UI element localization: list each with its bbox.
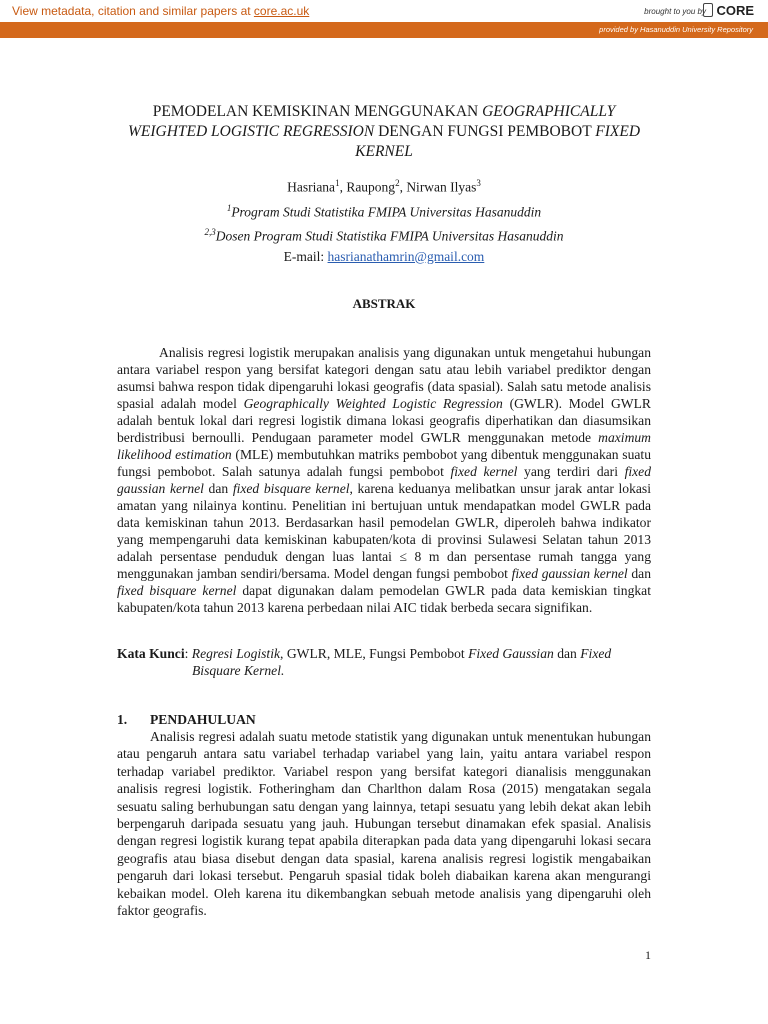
keywords: Kata Kunci: Regresi Logistik, GWLR, MLE, Fungsi Pembobot Fixed Gaussian dan Fixed Bisquare Kernel. — [117, 646, 612, 678]
introduction-body: Analisis regresi adalah suatu metode statistik yang digunakan untuk menentukan hubungan atau pengaruh antara satu variabel terhadap variabel yang lain, yaitu antara variabel respon terhadap variabel prediktor. Variabel respon yang bersifat kategori dianalisis menggunakan analisis regresi logistik. Fotheringham dan Charlthon dalam Rosa (2015) mengatakan segala sesuatu saling berhubungan satu dengan yang lainnya, tetapi sesuatu yang lebih dekat akan lebih berpengaruh daripada sesuatu yang jauh. Hubungan tersebut dinamakan efek spasial. Analisis dengan regresi logistik kurang tepat apabila diterapkan pada data yang dipengaruhi lokasi secara geografis atau biasa disebut dengan data spasial, karena analisis regresi logistik mengabaikan pengaruh dari lokasi tersebut. Pengaruh spasial tidak boleh diabaikan karena akan mengurangi kebaikan model. Oleh karena itu dikembangkan sebuah metode analisis yang dipengaruhi oleh faktor geografis. — [117, 729, 651, 919]
core-logo[interactable]: CORE — [703, 3, 754, 18]
core-logo-icon — [703, 3, 713, 17]
section-heading-pendahuluan: 1. PENDAHULUAN — [117, 712, 256, 727]
core-header — [0, 0, 768, 22]
email-link[interactable]: hasrianathamrin@gmail.com — [327, 248, 485, 264]
author-block — [117, 173, 651, 267]
core-provided-bar — [0, 22, 768, 38]
core-link[interactable]: core.ac.uk — [253, 4, 310, 18]
abstract-body: Analisis regresi logistik merupakan analisis yang digunakan untuk mengetahui hubungan antara variabel respon yang bersifat kategori dengan satu atau lebih variabel prediktor dengan asumsi bahwa respon tidak dipengaruhi lokasi geografis (data spasial). Salah satu metode analisis spasial adalah model Geographically Weighted Logistic Regression (GWLR). Model GWLR adalah bentuk lokal dari regresi logistik dimana lokasi geografis diperhatikan dan diasumsikan berdistribusi bernoulli. Pendugaan parameter model GWLR menggunakan metode maximum likelihood estimation (MLE) membutuhkan matriks pembobot yang dibentuk menggunakan suatu fungsi pembobot. Salah satunya adalah fungsi pembobot fixed kernel yang terdiri dari fixed gaussian kernel dan fixed bisquare kernel, karena keduanya melibatkan unsur jarak antar lokasi amatan yang nilainya kontinu. Penelitian ini bertujuan untuk mendapatkan model GWLR pada data kemiskinan tahun 2013. Berdasarkan hasil pemodelan GWLR, diperoleh bahwa indikator yang mempengaruhi data kemiskinan kabupaten/kota di provinsi Sulawesi Selatan tahun 2013 adalah persentase penduduk dengan luas lantai ≤ 8 m dan persentase rumah tangga yang menggunakan jamban sendiri/bersama. Model dengan fungsi pembobot fixed gaussian kernel dan fixed bisquare kernel dapat digunakan dalam pemodelan GWLR pada data kemiskian tingkat kabupaten/kota tahun 2013 karena perbedaan nilai AIC tidak berbeda secara signifikan. — [117, 345, 652, 615]
abstract-heading: ABSTRAK — [352, 296, 416, 311]
email-line: E-mail: hasrianathamrin@gmail.com — [283, 248, 485, 264]
affiliation-1: $^1$Program Studi Statistika FMIPA Universitas Hasanuddin — [226, 202, 542, 219]
paper-title: PEMODELAN KEMISKINAN MENGGUNAKAN GEOGRAPHICALLY WEIGHTED LOGISTIC REGRESSION DENGAN FUNGSI PEMBOBOT FIXED KERNEL — [127, 103, 641, 160]
author-names: Hasriana$^1$, Raupong$^2$, Nirwan Ilyas$^3$ — [287, 178, 481, 195]
affiliation-2: $^{2,3}$Dosen Program Studi Statistika FMIPA Universitas Hasanuddin — [204, 227, 564, 244]
brought-by-text: brought to you by — [644, 7, 706, 16]
page-number: 1 — [645, 948, 651, 962]
provided-by-text[interactable]: provided by Hasanuddin University Repository — [599, 25, 753, 34]
metadata-link-text[interactable]: View metadata, citation and similar papers at core.ac.uk — [12, 4, 310, 18]
